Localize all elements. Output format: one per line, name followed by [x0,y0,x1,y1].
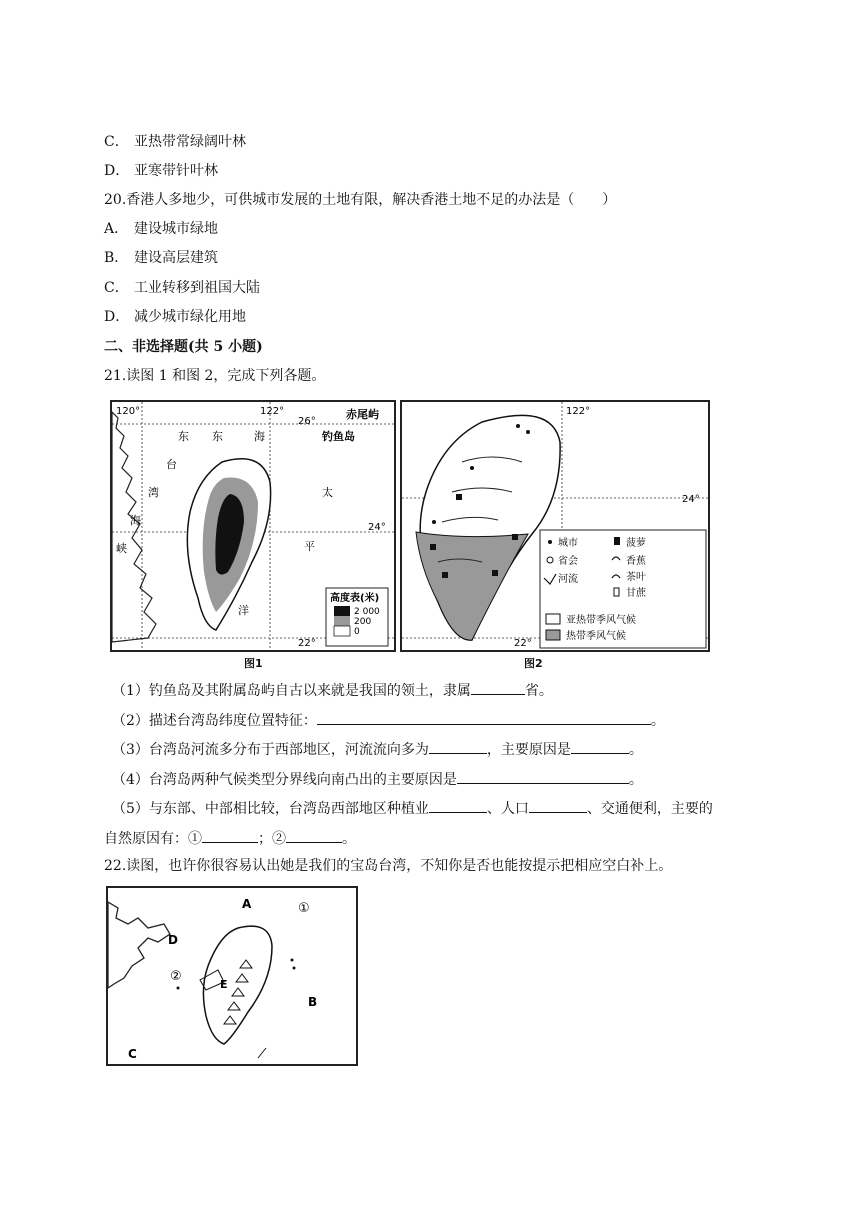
map-label-d: D [168,933,178,947]
fig1-legend-value: 2 000 [354,607,380,617]
fig2-legend-pineapple: 菠萝 [626,538,646,549]
fig2-legend-subtropical: 亚热带季风气候 [566,615,636,626]
q21-sub4: （4）台湾岛两种气候类型分界线向南凸出的主要原因是 。 [112,769,643,789]
fig2-legend-tropical: 热带季风气候 [566,631,626,642]
answer-blank[interactable] [457,769,629,784]
fig1-legend-value: 0 [354,627,360,637]
fig1-sea-char: 台 [166,458,177,471]
q19-option-d: D． 亚寒带针叶林 [104,163,218,179]
answer-blank[interactable] [286,828,342,843]
fig1-legend-value: 200 [354,617,372,627]
fig1-lon-120: 120° [116,406,141,417]
figure-3-map [106,886,358,1066]
map-label-c: C [128,1047,137,1061]
q21-sub5: （5）与东部、中部相比较，台湾岛西部地区种植业 、人口 、交通便利，主要的 [112,798,713,818]
fig1-legend-swatch-mid [334,616,350,626]
figure-2-map [400,400,710,652]
q20-option-b: B． 建设高层建筑 [104,250,218,266]
q21-sub5-cont: 自然原因有：① ；② 。 [104,828,356,848]
section2-title: 二、非选择题(共 5 小题) [104,339,263,355]
q21-sub1: （1）钓鱼岛及其附属岛屿自古以来就是我国的领土，隶属 省。 [112,680,553,700]
q21-stem: 21.读图 1 和图 2，完成下列各题。 [104,368,326,384]
answer-blank[interactable] [529,798,587,813]
fig1-diaoyudao: 钓鱼岛 [322,430,355,443]
fig1-sea-char: 太 [322,486,333,499]
fig2-legend-tea: 茶叶 [626,572,646,583]
fig1-sea-char: 东 [178,430,189,443]
fig1-lat-26: 26° [298,416,316,427]
answer-blank[interactable] [202,828,258,843]
q21-sub3: （3）台湾岛河流多分布于西部地区，河流流向多为 ，主要原因是 。 [112,739,643,759]
fig1-legend-swatch-low [334,626,350,636]
q20-option-d: D． 减少城市绿化用地 [104,309,246,325]
map-label-circle-1: ① [298,901,310,916]
map-label-b: B [308,995,318,1009]
fig1-sea-char: 东 [212,430,223,443]
fig1-legend-swatch-high [334,606,350,616]
fig1-lat-24: 24° [368,522,386,533]
fig1-sea-char: 峡 [116,542,127,555]
fig2-lat-24: 24° [682,494,700,505]
q20-option-c: C． 工业转移到祖国大陆 [104,280,260,296]
fig1-legend-title: 高度表(米) [330,593,380,604]
q21-sub2: （2）描述台湾岛纬度位置特征： 。 [112,710,665,730]
figure-2-caption: 图2 [524,657,543,670]
fig2-legend-city: 城市 [558,538,578,549]
answer-blank[interactable] [429,798,487,813]
fig2-legend-capital: 省会 [558,556,578,567]
fig2-lon-122: 122° [566,406,591,417]
fig1-lon-122: 122° [260,406,285,417]
fig2-legend-banana: 香蕉 [626,556,646,567]
map-label-e: E [220,978,228,991]
fig1-sea-char: 海 [254,430,265,443]
figure-1-map [110,400,396,652]
fig2-legend-river: 河流 [558,574,578,585]
fig1-lat-22: 22° [298,638,316,649]
figure-1-caption: 图1 [244,657,263,670]
answer-blank[interactable] [317,710,651,725]
map-label-circle-2: ② [170,969,182,984]
fig1-sea-char: 平 [304,540,315,553]
q20-stem: 20.香港人多地少，可供城市发展的土地有限，解决香港土地不足的办法是（ ） [104,192,617,208]
map-label-a: A [242,897,252,911]
answer-blank[interactable] [471,680,525,695]
q22-stem: 22.读图，也许你很容易认出她是我们的宝岛台湾，不知你是否也能按提示把相应空白补上。 [104,858,673,874]
fig1-chiweiyu: 赤尾屿 [346,408,379,421]
answer-blank[interactable] [429,739,487,754]
q19-option-c: C． 亚热带常绿阔叶林 [104,134,246,150]
fig1-sea-char: 湾 [148,486,159,499]
fig2-lat-22: 22° [514,638,532,649]
answer-blank[interactable] [571,739,629,754]
fig1-sea-char: 海 [130,514,141,527]
q20-option-a: A． 建设城市绿地 [104,221,218,237]
fig1-sea-char: 洋 [238,604,249,617]
fig2-legend-sugarcane: 甘蔗 [626,588,646,599]
